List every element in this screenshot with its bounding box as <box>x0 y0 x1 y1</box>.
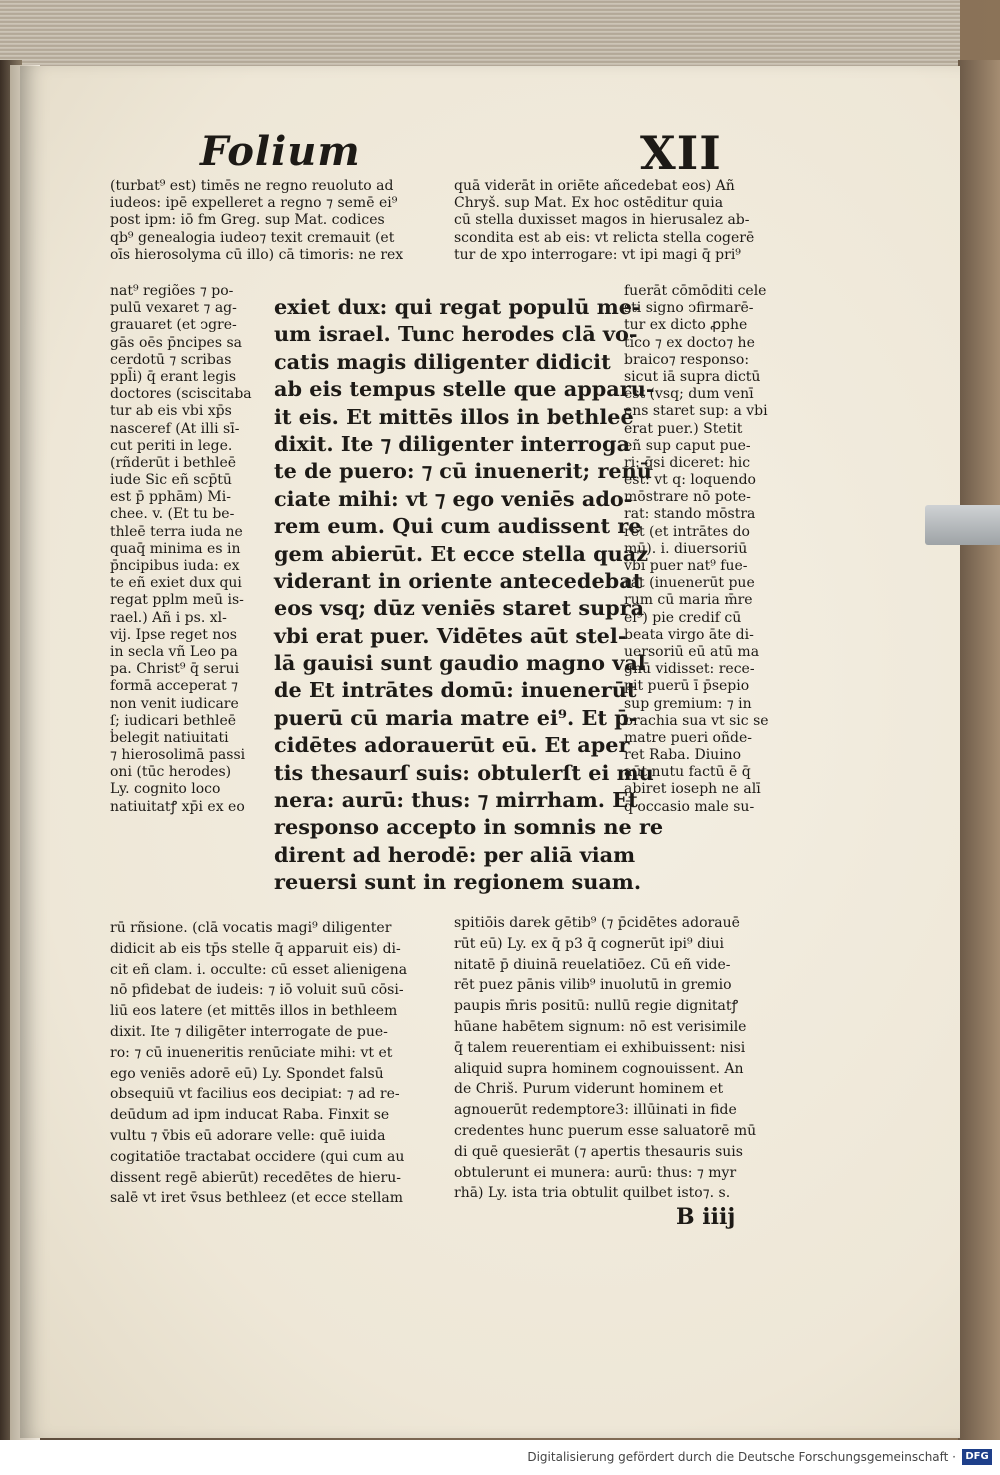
gloss-line: obtulerunt ei munera: aurū: thus: ⁊ myr <box>454 1164 737 1181</box>
footer-bar <box>0 1440 1000 1475</box>
gloss-bottom-right <box>454 913 756 1204</box>
text-line: exiet dux: qui regat populū me- <box>274 294 641 319</box>
text-line: cidētes adorauerūt eū. Et aper <box>274 732 630 758</box>
gloss-line: rūt eū) Ly. ex q̄ p3 q̄ cognerūt ipi⁹ diui <box>454 935 725 952</box>
gloss-line: salē vt iret v̄sus bethleez (et ecce stellam <box>110 1190 403 1207</box>
gloss-line: pulū vexaret ⁊ ag- <box>110 300 237 317</box>
text-line: lā gauisi sunt gaudio magno val <box>274 650 646 676</box>
gloss-line: pa. Christ⁹ q̄ serui <box>110 661 240 678</box>
page-edges <box>0 0 960 70</box>
gloss-line: q̄ occasio male su- <box>624 798 755 815</box>
gloss-line: (turbat⁹ est) timēs ne regno reuoluto ad <box>110 178 394 194</box>
text-line: responso accepto in somnis ne re <box>274 814 664 840</box>
gloss-line: eñ sup caput pue- <box>624 437 751 454</box>
gloss-line: formā acceperat ⁊ <box>110 678 239 695</box>
gloss-line: sicut iā supra dictū <box>624 368 761 385</box>
gloss-line: cerdotū ⁊ scribas <box>110 351 232 368</box>
gloss-line: vbi puer nat⁹ fue- <box>624 558 748 574</box>
gloss-line: Ly. cognito loco <box>110 781 221 798</box>
gloss-line: pit puerū ī p̄sepio <box>624 678 750 695</box>
gloss-line: mōstrare nō pote- <box>624 489 751 506</box>
text-line: gem abierūt. Et ecce stella quaz <box>274 540 649 566</box>
text-line: de Et intrātes domū: inuenerūt <box>274 677 637 703</box>
gloss-line: hūane habētem signum: nō est verisimile <box>454 1018 747 1035</box>
main-text-column <box>274 293 663 896</box>
gloss-line: ei⁹) pie credif cū <box>624 609 742 626</box>
gloss-line: in secla vñ Leo pa <box>110 643 238 660</box>
gloss-line: braico⁊ responso: <box>624 351 750 368</box>
gloss-line: te eñ exiet dux qui <box>110 575 242 592</box>
gloss-line: aūt nutu factū ē q̄ <box>624 764 751 781</box>
gloss-line: rum cū maria m̄re <box>624 592 753 609</box>
gloss-line: dixit. Ite ⁊ diligēter interrogate de pue- <box>110 1023 388 1040</box>
gloss-line: ens staret sup: a vbi <box>624 403 768 420</box>
text-line: um israel. Tunc herodes clā vo- <box>274 321 638 347</box>
cover-edge <box>958 60 1000 1440</box>
gloss-line: est p̄ pphām) Mi- <box>110 489 231 506</box>
gloss-line: deūdum ad ipm inducat Raba. Finxit se <box>110 1107 390 1124</box>
running-head-left: Folium <box>200 128 361 175</box>
gloss-line: grauaret (et ↄgre- <box>110 317 237 334</box>
gloss-line: fuerāt cōmōditi cele <box>624 283 767 299</box>
gloss-line: rat (inuenerūt pue <box>624 575 755 592</box>
gloss-line: scondita est ab eis: vt relicta stella cogerē <box>454 229 755 246</box>
gloss-line: sti signo ↄfirmarē- <box>624 300 754 317</box>
text-line: dixit. Ite ⁊ diligenter interroga <box>274 430 631 456</box>
gloss-line: est: vt q: loquendo <box>624 472 756 489</box>
gloss-line: natiuitatꝭ xp̄i ex eo <box>110 798 245 815</box>
text-line: ciate mihi: vt ⁊ ego veniēs ado- <box>274 485 633 511</box>
text-line: rem eum. Qui cum audissent re <box>274 513 642 539</box>
gloss-line: aliquid supra hominem cognouissent. An <box>454 1060 744 1077</box>
gloss-line: tur de xpo interrogare: vt ipi magi q̄ pri⁹ <box>454 246 741 263</box>
text-line: ab eis tempus stelle que apparu- <box>274 376 655 402</box>
gloss-line: ri: q̄si diceret: hic <box>624 454 751 471</box>
gloss-line: credentes hunc puerum esse saluatorē mū <box>454 1122 757 1139</box>
gloss-line: est (vsq; dum venī <box>624 386 754 403</box>
gloss-line: vij. Ipse reget nos <box>110 626 237 643</box>
gloss-line: brachia sua vt sic se <box>624 712 769 729</box>
gloss-line: cut periti in lege. <box>110 437 233 454</box>
text-line: it eis. Et mittēs illos in bethleē <box>274 403 634 429</box>
gloss-line: ret Raba. Diuino <box>624 747 742 764</box>
gloss-line: liū eos latere (et mittēs illos in bethleem <box>110 1003 398 1020</box>
gloss-line: quā viderāt in oriēte añcedebat eos) Añ <box>454 178 735 194</box>
gloss-line: de Chriš. Purum viderunt hominem et <box>454 1081 724 1098</box>
gloss-line: ro: ⁊ cū inueneritis renūciate mihi: vt et <box>110 1044 393 1061</box>
folio-number: XII <box>640 126 722 180</box>
gloss-line: iude Sic eñ scp̄tū <box>110 472 232 489</box>
gloss-line: ⁊ hierosolimā passi <box>110 747 246 764</box>
gloss-line: paupis m̄ris positū: nullū regie dignitatꝭ <box>454 998 739 1015</box>
text-line: eos vsq; dūz veniēs staret supra <box>274 595 645 621</box>
gloss-line: nō pfidebat de iudeis: ⁊ iō voluit suū cōsi- <box>110 982 404 999</box>
gloss-line: nitatē p̄ diuinā reuelatiōez. Cū eñ vide- <box>454 956 731 973</box>
signature-mark: B iiij <box>676 1204 736 1230</box>
gloss-line: iudeos: ipē expelleret a regno ⁊ semē ei⁹ <box>110 195 398 212</box>
gloss-line: rū rñsione. (clā vocatis magi⁹ diligenter <box>110 920 392 936</box>
gloss-line: di quē quesierāt (⁊ apertis thesauris suis <box>454 1143 743 1160</box>
gloss-line: quaq̄ minima es in <box>110 540 241 557</box>
gloss-line: tur ex dicto ꝓphe <box>624 317 748 334</box>
text-line: te de puero: ⁊ cū inuenerit; renū <box>274 458 652 484</box>
gloss-line: mū). i. diuersoriū <box>624 540 748 557</box>
gloss-line: (rñderūt i bethleē <box>110 454 237 471</box>
gloss-line: abiret ioseph ne alī <box>624 781 761 798</box>
gloss-line: tico ⁊ ex docto⁊ he <box>624 334 755 351</box>
gloss-line: matre pueri oñde- <box>624 729 752 746</box>
text-line: dirent ad herodē: per aliā viam <box>274 841 636 867</box>
gloss-line: thleē terra iuda ne <box>110 523 243 540</box>
gloss-line: ppl̄i) q̄ erant legis <box>110 368 237 385</box>
gloss-top-left <box>110 178 403 264</box>
gloss-line: gās oēs p̄ncipes sa <box>110 334 243 351</box>
gloss-line: dissent regē abierūt) recedētes de hieru- <box>110 1169 401 1186</box>
gloss-line: qb⁹ genealogia iudeo⁊ texit cremauit (et <box>110 229 395 246</box>
gloss-line: p̄ncipibus iuda: ex <box>110 558 240 574</box>
gloss-line: sup gremium: ⁊ in <box>624 695 752 712</box>
gloss-line: non venit iudicare <box>110 695 239 712</box>
gloss-line: chee. v. (Et tu be- <box>110 506 235 523</box>
gloss-line: gnū vidisset: rece- <box>624 661 755 678</box>
gloss-line: rael.) Añ i ps. xl- <box>110 609 227 626</box>
gloss-right-column <box>624 283 769 816</box>
gloss-line: oni (tūc herodes) <box>110 764 232 781</box>
gloss-line: doctores (sciscitaba <box>110 386 252 403</box>
gloss-line: vultu ⁊ v̄bis eū adorare velle: quē iuida <box>110 1127 386 1144</box>
gloss-line: Chryš. sup Mat. Ex hoc ostēditur quia <box>454 195 724 212</box>
text-line: viderant in oriente antecedebat <box>274 567 643 593</box>
gloss-line: ret (et intrātes do <box>624 523 750 540</box>
gloss-line: ego veniēs adorē eū) Ly. Spondet falsū <box>110 1065 384 1082</box>
gloss-line: uersoriū eū atū ma <box>624 643 760 660</box>
gloss-line: didicit ab eis tp̄s stelle q̄ apparuit eis) di- <box>110 940 401 957</box>
gloss-line: q̄ talem reuerentiam ei exhibuissent: nisi <box>454 1039 746 1056</box>
gloss-line: regat pplm meū is- <box>110 592 244 609</box>
gloss-line: cit eñ clam. i. occulte: cū esset alienigena <box>110 961 408 978</box>
bookmark-tab <box>925 505 1000 545</box>
gloss-line: rēt puez pānis vilib⁹ inuolutū in gremio <box>454 977 732 994</box>
gloss-line: obsequiū vt facilius eos decipiat: ⁊ ad re- <box>110 1086 400 1103</box>
text-line: tis thesaurſ suis: obtulerſt ei mu <box>274 759 654 785</box>
gloss-line: spitiōis darek gētib⁹ (⁊ p̄cidētes adorauē <box>454 915 740 931</box>
gloss-line: nat⁹ regiões ⁊ po- <box>110 283 234 299</box>
gloss-bottom-left <box>110 918 407 1209</box>
text-line: reuersi sunt in regionem suam. <box>274 869 642 895</box>
gloss-line: rhā) Ly. ista tria obtulit quilbet isto⁊. s. <box>454 1185 731 1202</box>
gloss-top-right <box>454 178 754 264</box>
gloss-line: cū stella duxisset magos in hierusalez ab- <box>454 212 750 229</box>
dfg-logo: DFG <box>962 1449 992 1465</box>
gloss-line: post ipm: iō fm Greg. sup Mat. codices <box>110 212 385 229</box>
gloss-line: ſ; iudicari bethleē <box>110 712 237 729</box>
gloss-line: agnouerūt redemptore3: illūinati in fide <box>454 1102 737 1119</box>
funding-credit: Digitalisierung gefördert durch die Deutsche Forschungsgemeinschaft · <box>527 1450 956 1464</box>
gloss-line: nasceref (At illi sī- <box>110 420 240 437</box>
gloss-line: ḃelegit natiuitati <box>110 729 229 746</box>
gloss-line: erat puer.) Stetit <box>624 420 743 437</box>
gloss-line: tur ab eis vbi xp̄s <box>110 403 232 420</box>
gloss-line: cogitatiōe tractabat occidere (qui cum au <box>110 1148 405 1165</box>
text-line: puerū cū maria matre ei⁹. Et p̄- <box>274 704 638 730</box>
text-line: catis magis diligenter didicit <box>274 348 611 374</box>
gloss-line: rat: stando mōstra <box>624 506 756 523</box>
gloss-line: beata virgo āte di- <box>624 626 754 643</box>
text-line: nera: aurū: thus: ⁊ mirrham. Et <box>274 787 638 813</box>
gloss-left-column <box>110 283 252 816</box>
gloss-line: oīs hierosolyma cū illo) cā timoris: ne rex <box>110 246 404 263</box>
text-line: vbi erat puer. Vidētes aūt stel- <box>274 622 627 648</box>
